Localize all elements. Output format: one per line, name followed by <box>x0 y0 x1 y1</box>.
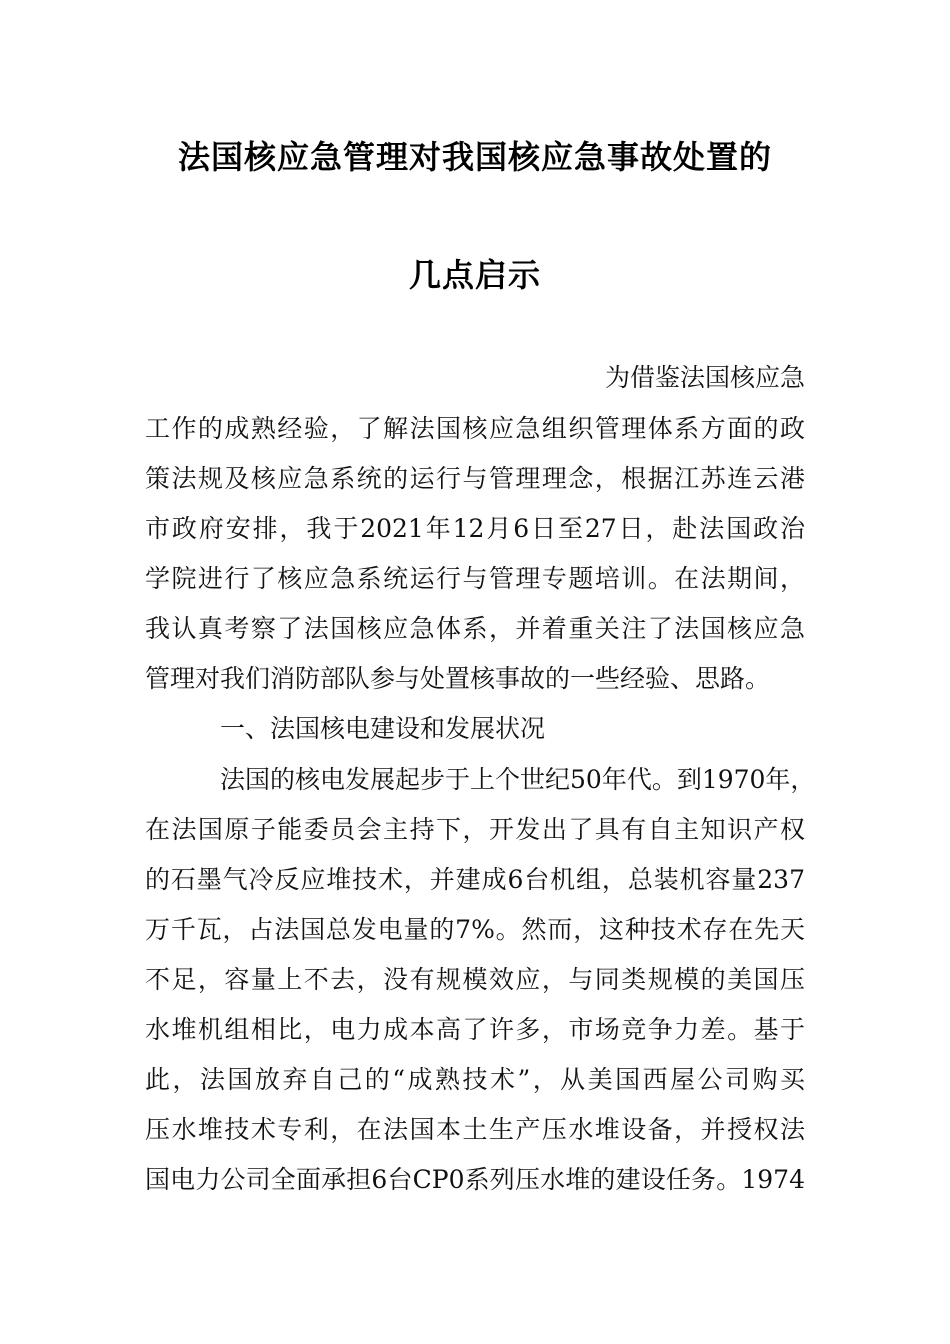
paragraph-line: 市政府安排，我于2021年12月6日至27日，赴法国政治 <box>145 514 805 543</box>
section-heading: 一、法国核电建设和发展状况 <box>220 714 546 743</box>
paragraph-line: 此，法国放弃自己的“成熟技术”，从美国西屋公司购买 <box>145 1065 805 1094</box>
document-title-line-2: 几点启示 <box>408 256 541 294</box>
paragraph-line: 法国的核电发展起步于上个世纪50年代。到1970年， <box>220 765 816 794</box>
paragraph-line: 的石墨气冷反应堆技术，并建成6台机组，总装机容量237 <box>145 865 805 894</box>
paragraph-line: 压水堆技术专利，在法国本土生产压水堆设备，并授权法 <box>145 1115 805 1144</box>
paragraph-line: 为借鉴法国核应急 <box>604 363 805 392</box>
paragraph-line: 万千瓦，占法国总发电量的7%。然而，这种技术存在先天 <box>145 915 805 944</box>
paragraph-line: 不足，容量上不去，没有规模效应，与同类规模的美国压 <box>145 965 805 994</box>
paragraph-line: 我认真考察了法国核应急体系，并着重关注了法国核应急 <box>145 614 805 643</box>
document-title-line-1: 法国核应急管理对我国核应急事故处置的 <box>177 138 772 176</box>
paragraph-line: 水堆机组相比，电力成本高了许多，市场竞争力差。基于 <box>145 1015 805 1044</box>
paragraph-line: 管理对我们消防部队参与处置核事故的一些经验、思路。 <box>145 664 771 693</box>
paragraph-line: 在法国原子能委员会主持下，开发出了具有自主知识产权 <box>145 815 805 844</box>
paragraph-line: 策法规及核应急系统的运行与管理理念，根据江苏连云港 <box>145 464 805 493</box>
paragraph-line: 国电力公司全面承担6台CP0系列压水堆的建设任务。1974 <box>145 1165 805 1194</box>
paragraph-line: 工作的成熟经验，了解法国核应急组织管理体系方面的政 <box>145 414 805 443</box>
paragraph-line: 学院进行了核应急系统运行与管理专题培训。在法期间， <box>145 564 805 593</box>
